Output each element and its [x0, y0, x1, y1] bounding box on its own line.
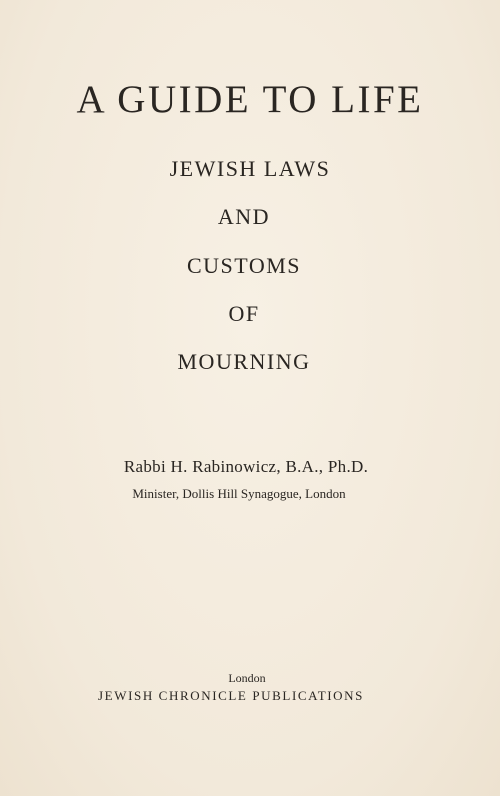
subtitle-line-4: OF	[228, 301, 260, 326]
subtitle-line-5: MOURNING	[177, 349, 311, 374]
imprint-publisher: JEWISH CHRONICLE PUBLICATIONS	[98, 688, 364, 703]
book-title: A GUIDE TO LIFE	[76, 78, 424, 121]
subtitle-line-2: AND	[217, 204, 271, 229]
author-name: Rabbi H. Rabinowicz, B.A., Ph.D.	[123, 457, 369, 476]
author-position: Minister, Dollis Hill Synagogue, London	[132, 486, 346, 501]
imprint-city: London	[228, 671, 266, 685]
subtitle-line-3: CUSTOMS	[186, 253, 302, 278]
subtitle-line-1: JEWISH LAWS	[169, 156, 331, 181]
